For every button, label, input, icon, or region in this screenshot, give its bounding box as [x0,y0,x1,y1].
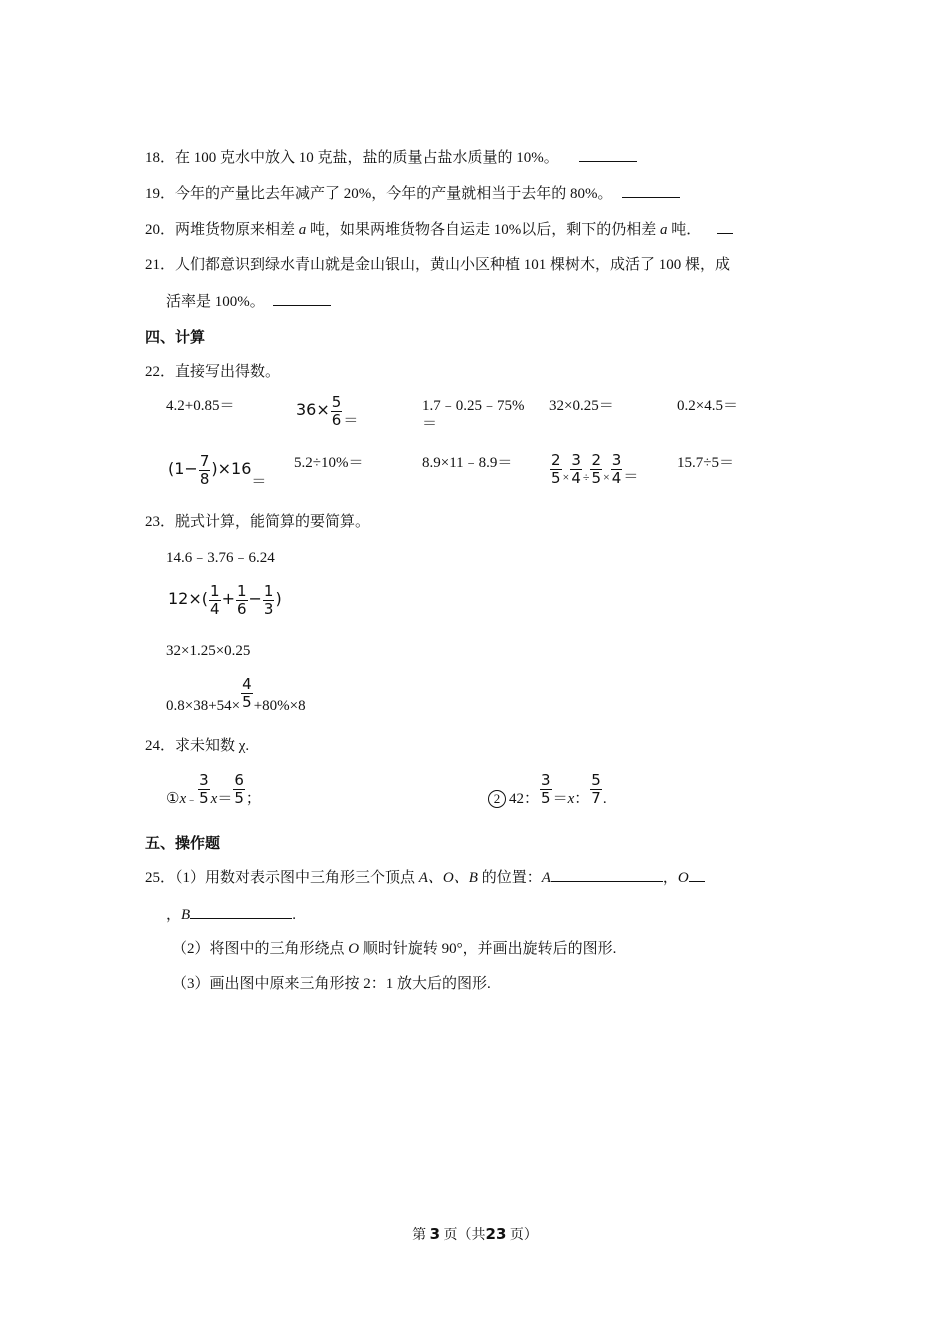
calc-a3-line-1: 1.7﹣0.25﹣75% [422,398,525,414]
footer-post: 页） [509,1228,538,1243]
equation-1-end: ； [245,790,261,807]
question-25-label-o: O [677,870,689,886]
calc-a4: 32×0.25＝ [549,398,614,414]
denominator: 4 [611,469,622,487]
question-21-line-1 [145,255,730,275]
denominator: 4 [210,600,220,618]
operator: − [248,588,262,608]
denominator: 5 [199,789,209,807]
calc-b1-post: )×16 [211,458,252,478]
fraction [570,452,582,487]
equation-2-mark: 2 [488,790,506,808]
denominator: 7 [591,789,601,807]
answer-blank-18[interactable] [579,147,637,162]
denominator: 3 [263,600,274,618]
numerator: 3 [571,451,581,469]
equation-1-eq: ＝ [217,790,233,807]
question-25-text-b: 的位置： [481,870,542,886]
section-4-title: 四、计算 [145,328,206,346]
fraction [331,394,343,429]
operator: × [603,469,610,484]
denominator: 6 [331,411,342,429]
question-25-part-2-b: 顺时针旋转 90°，并画出旋转后的图形. [362,941,617,957]
denominator: 5 [242,693,252,711]
calc-c2-pre: 12×( [168,588,209,608]
question-20-text-c: 吨． [671,222,702,238]
fraction [590,452,602,487]
footer-total-pages: 23 [485,1225,507,1243]
answer-blank-21[interactable] [273,291,331,306]
numerator: 2 [591,451,602,469]
equation-1 [166,772,261,807]
operator: × [562,469,570,484]
question-24: 24．求未知数 χ. [145,738,250,754]
numerator: 7 [199,452,210,470]
question-20 [145,219,733,240]
calc-a5: 0.2×4.5＝ [677,398,738,414]
denominator: 5 [234,789,244,807]
operator: ÷ [582,469,590,484]
answer-blank-20[interactable] [717,219,733,234]
answer-blank-a[interactable] [551,867,663,882]
fraction [590,772,602,807]
footer-pre: 第 [412,1228,427,1243]
question-21-text-2: 活率是 100%。 [166,294,265,310]
numerator: 5 [591,771,601,789]
question-25-part-2-a: （2）将图中的三角形绕点 [172,941,345,957]
equation-1-minus: ﹣ [186,793,198,806]
equation-2-end: . [602,790,607,807]
section-5-title: 五、操作题 [145,834,221,852]
denominator: 5 [591,469,602,487]
numerator: 2 [551,451,561,469]
question-25-part-2 [172,939,616,959]
footer-page-number: 3 [429,1225,441,1243]
calc-b2: 5.2÷10%＝ [294,455,364,471]
calc-b4-eq: ＝ [623,468,639,485]
denominator: 4 [571,469,581,487]
equation-2-eq: ＝ [552,790,568,807]
question-22: 22．直接写出得数。 [145,364,281,380]
numerator: 4 [242,675,252,693]
fraction [241,676,253,711]
numerator: 1 [263,582,274,600]
operator: + [221,588,235,608]
calc-c1: 14.6﹣3.76﹣6.24 [166,550,275,566]
numerator: 5 [331,393,342,411]
numerator: 1 [236,582,247,600]
fraction [236,583,248,618]
denominator: 8 [199,470,210,488]
fraction [199,453,211,488]
fraction [233,772,245,807]
question-25-vertices: A、O、B [418,870,478,886]
fraction [263,583,275,618]
fraction [198,772,210,807]
calc-a2-pre: 36× [296,399,330,419]
question-20-var-a: a [298,222,307,238]
calc-c3: 32×1.25×0.25 [166,643,251,659]
question-18 [145,147,637,168]
fraction [550,452,562,487]
denominator: 6 [236,600,247,618]
calc-a1: 4.2+0.85＝ [166,398,235,414]
equation-1-var-2: x [210,790,218,807]
calc-b1 [168,453,266,488]
equation-1-var: x [179,790,187,807]
numerator: 3 [611,451,622,469]
calc-c2 [168,583,282,618]
page-footer [0,1224,950,1244]
question-21-text-1: 21．人们都意识到绿水青山就是金山银山，黄山小区种植 101 棵树木，成活了 100 棵，成 [145,257,731,273]
fraction [611,452,623,487]
calc-b1-pre: (1− [168,458,198,478]
question-25-part-2-var: O [348,941,360,957]
question-21-line-2 [166,291,331,312]
calc-b3: 8.9×11﹣8.9＝ [422,455,513,471]
answer-blank-o[interactable] [689,867,705,882]
equation-2-colon: ： [574,790,590,807]
numerator: 3 [199,771,209,789]
footer-mid: 页（共 [443,1228,486,1243]
question-25-line-1 [145,867,705,888]
question-18-text: 18．在 100 克水中放入 10 克盐，盐的质量占盐水质量的 10%。 [145,150,559,166]
question-25-comma-2: ， [166,907,182,923]
question-25-comma: ， [662,870,678,886]
calc-a2 [296,394,358,429]
calc-a2-eq: ＝ [343,412,359,429]
numerator: 3 [541,771,551,789]
question-25-label-a: A [541,870,551,886]
numerator: 1 [210,582,220,600]
question-25-text-a: 25．（1）用数对表示图中三角形三个顶点 [145,870,416,886]
question-25-part-3: （3）画出图中原来三角形按 2：1 放大后的图形. [172,976,491,992]
calc-b4 [549,452,638,487]
equation-1-mark: ① [166,790,180,807]
question-19-text: 19．今年的产量比去年减产了 20%，今年的产量就相当于去年的 80%。 [145,186,613,202]
numerator: 6 [234,771,244,789]
question-25-line-2 [166,904,296,925]
calc-c4-post: +80%×8 [253,697,306,714]
question-25-period: . [292,907,296,923]
calc-b5: 15.7÷5＝ [677,455,734,471]
question-23: 23．脱式计算，能简算的要简算。 [145,514,371,530]
calc-c4 [166,675,306,714]
fraction [540,772,552,807]
question-20-text-a: 20．两堆货物原来相差 [145,222,296,238]
calc-b1-eq: ＝ [251,473,267,490]
calc-a3-line-2: ＝ [422,416,438,432]
fraction [209,583,221,618]
question-25-label-b: B [181,907,191,923]
denominator: 5 [551,469,561,487]
answer-blank-b[interactable] [190,904,292,919]
question-19 [145,183,680,204]
question-20-var-b: a [660,222,668,238]
calc-c4-pre: 0.8×38+54× [166,697,241,714]
equation-2-var: x [567,790,575,807]
answer-blank-19[interactable] [622,183,680,198]
equation-2-pre: 42： [509,790,540,807]
equation-2 [488,772,607,807]
calc-c2-post: ) [275,588,282,608]
question-20-text-b: 吨，如果两堆货物各自运走 10%以后，剩下的仍相差 [310,222,657,238]
denominator: 5 [541,789,551,807]
